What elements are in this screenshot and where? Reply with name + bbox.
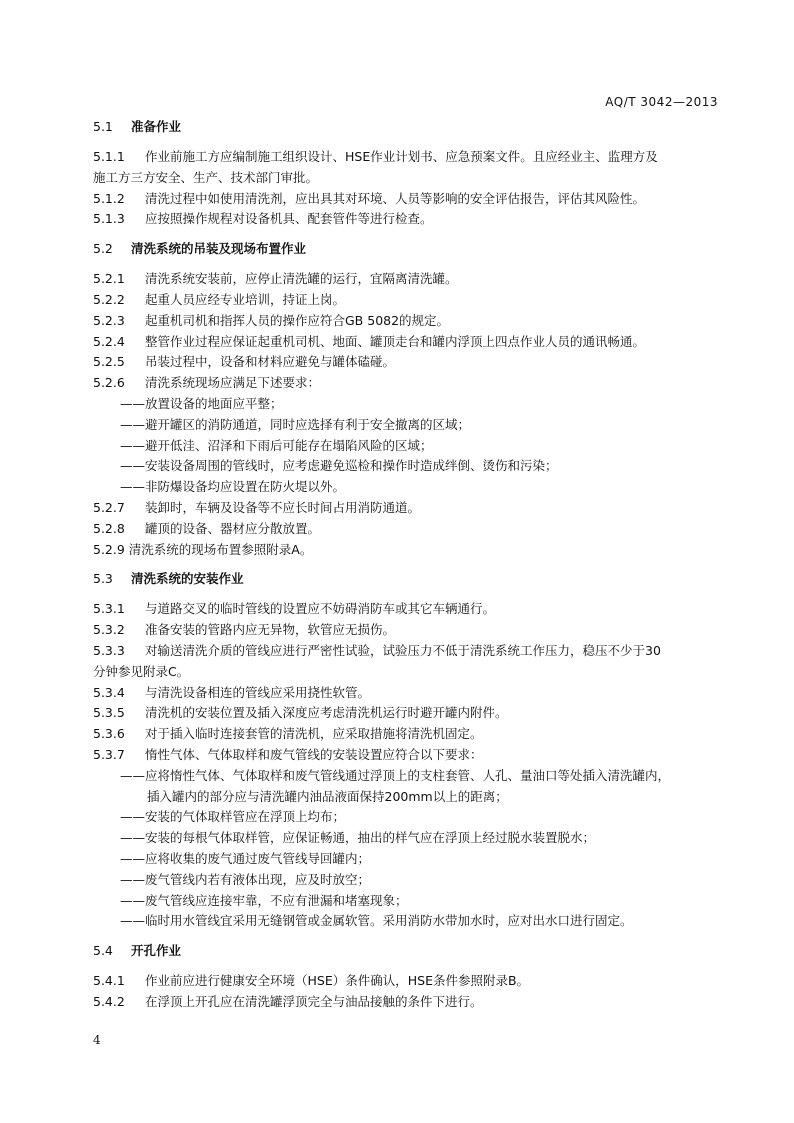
section-heading [93, 942, 721, 960]
document-code: AQ/T 3042—2013 [605, 95, 718, 109]
clause-text: 与道路交叉的临时管线的设置应不妨碍消防车或其它车辆通行。 [145, 601, 496, 617]
clause-number: 5.1.3 [93, 211, 125, 227]
clause [93, 373, 721, 394]
dash-item-continuation: 插入罐内的部分应与清洗罐内油品液面保持200mm以上的距离； [147, 788, 508, 804]
section-title: 开孔作业 [131, 943, 182, 959]
text-line: 分钟参见附录C。 [93, 663, 190, 679]
dash-item: ——放置设备的地面应平整； [120, 395, 283, 411]
section-5-4 [93, 942, 721, 1013]
text-line: 5.2.9 清洗系统的现场布置参照附录A。 [93, 541, 313, 557]
clause [93, 519, 721, 540]
clause-text: 应按照操作规程对设备机具、配套管件等进行检查。 [145, 211, 433, 227]
clause-number: 5.2.1 [93, 271, 125, 287]
clause [93, 189, 721, 210]
clause-number: 5.2.8 [93, 520, 125, 536]
dash-item: ——应将惰性气体、气体取样和废气管线通过浮顶上的支柱套管、人孔、量油口等处插入清洗罐内， [120, 767, 671, 783]
clause-text: 整管作业过程应保证起重机司机、地面、罐顶走台和罐内浮顶上四点作业人员的通讯畅通。 [145, 333, 646, 349]
clause-text: 装卸时，车辆及设备等不应长时间占用消防通道。 [145, 499, 421, 515]
clause-text: 对于插入临时连接套管的清洗机，应采取措施将清洗机固定。 [145, 726, 483, 742]
clause [93, 498, 721, 519]
clause-number: 5.3.6 [93, 726, 125, 742]
clause-text: 起重人员应经专业培训，持证上岗。 [145, 291, 346, 307]
clause-number: 5.3.3 [93, 642, 125, 658]
clause-number: 5.4.1 [93, 973, 125, 989]
clause [93, 290, 721, 311]
dash-item: ——废气管线应连接牢靠，不应有泄漏和堵塞现象； [120, 892, 408, 908]
clause-number: 5.4.2 [93, 993, 125, 1009]
dash-item: ——避开罐区的消防通道，同时应选择有利于安全撤离的区域； [120, 416, 471, 432]
clause [93, 147, 721, 168]
section-number: 5.3 [93, 571, 113, 587]
dash-item: ——临时用水管线宜采用无缝钢管或金属软管。采用消防水带加水时，应对出水口进行固定。 [120, 913, 633, 929]
clause-text: 清洗机的安装位置及插入深度应考虑清洗机运行时避开罐内附件。 [145, 705, 508, 721]
document-body [93, 118, 721, 1013]
text-line: 施工方三方安全、生产、技术部门审批。 [93, 169, 319, 185]
clause-text: 作业前施工方应编制施工组织设计、HSE作业计划书、应急预案文件。且应经业主、监理方及 [145, 149, 658, 164]
dash-item: ——废气管线内若有液体出现，应及时放空； [120, 871, 371, 887]
dash-item: ——避开低洼、沼泽和下雨后可能存在塌陷风险的区域； [120, 437, 433, 453]
clause [93, 745, 721, 766]
clause [93, 703, 721, 724]
clause-number: 5.3.2 [93, 622, 125, 638]
clause [93, 599, 721, 620]
section-heading [93, 570, 721, 588]
clause [93, 269, 721, 290]
clause [93, 641, 721, 662]
clause [93, 683, 721, 704]
clause-text: 在浮顶上开孔应在清洗罐浮顶完全与油品接触的条件下进行。 [145, 993, 483, 1009]
section-heading [93, 240, 721, 258]
clause-number: 5.2.2 [93, 291, 125, 307]
clause-number: 5.3.1 [93, 601, 125, 617]
clause-text: 起重机司机和指挥人员的操作应符合GB 5082的规定。 [145, 312, 450, 328]
dash-item: ——安装设备周围的管线时，应考虑避免巡检和操作时造成绊倒、烫伤和污染； [120, 458, 558, 474]
clause-text: 作业前应进行健康安全环境（HSE）条件确认，HSE条件参照附录B。 [145, 973, 530, 989]
clause-text: 惰性气体、气体取样和废气管线的安装设置应符合以下要求： [145, 746, 483, 762]
clause [93, 724, 721, 745]
clause-text: 清洗系统安装前，应停止清洗罐的运行，宜隔离清洗罐。 [145, 271, 458, 287]
section-number: 5.1 [93, 119, 113, 134]
clause-number: 5.2.4 [93, 333, 125, 349]
section-title: 准备作业 [131, 119, 182, 134]
clause [93, 311, 721, 332]
clause-text: 吊装过程中，设备和材料应避免与罐体磕碰。 [145, 354, 396, 370]
clause [93, 332, 721, 353]
clause-number: 5.2.7 [93, 499, 125, 515]
clause-number: 5.2.6 [93, 375, 125, 391]
dash-item: ——非防爆设备均应设置在防火堤以外。 [120, 479, 346, 495]
clause [93, 971, 721, 992]
clause [93, 209, 721, 230]
page-number: 4 [93, 1033, 101, 1047]
dash-item: ——安装的气体取样管应在浮顶上均布； [120, 809, 346, 825]
section-number: 5.4 [93, 943, 113, 959]
clause-number: 5.3.5 [93, 705, 125, 721]
section-title: 清洗系统的吊装及现场布置作业 [131, 241, 307, 257]
section-5-2 [93, 240, 721, 560]
dash-item: ——应将收集的废气通过废气管线导回罐内； [120, 850, 371, 866]
clause [93, 992, 721, 1013]
clause-number: 5.1.2 [93, 190, 125, 206]
clause-number: 5.2.5 [93, 354, 125, 370]
clause-number: 5.3.4 [93, 684, 125, 700]
clause-text: 清洗系统现场应满足下述要求： [145, 375, 321, 391]
section-5-3 [93, 570, 721, 932]
section-5-1 [93, 118, 721, 230]
section-number: 5.2 [93, 241, 113, 257]
clause-text: 与清洗设备相连的管线应采用挠性软管。 [145, 684, 371, 700]
clause-text: 对输送清洗介质的管线应进行严密性试验，试验压力不低于清洗系统工作压力，稳压不少于30 [145, 642, 661, 658]
clause-text: 罐顶的设备、器材应分散放置。 [145, 520, 321, 536]
clause [93, 352, 721, 373]
clause-number: 5.1.1 [93, 149, 125, 164]
clause-text: 清洗过程中如使用清洗剂，应出具其对环境、人员等影响的安全评估报告，评估其风险性。 [145, 190, 646, 206]
clause-text: 准备安装的管路内应无异物，软管应无损伤。 [145, 622, 396, 638]
section-heading [93, 118, 721, 136]
section-title: 清洗系统的安装作业 [131, 571, 244, 587]
clause-number: 5.2.3 [93, 312, 125, 328]
clause-number: 5.3.7 [93, 746, 125, 762]
dash-item: ——安装的每根气体取样管，应保证畅通，抽出的样气应在浮顶上经过脱水装置脱水； [120, 830, 596, 846]
clause [93, 620, 721, 641]
